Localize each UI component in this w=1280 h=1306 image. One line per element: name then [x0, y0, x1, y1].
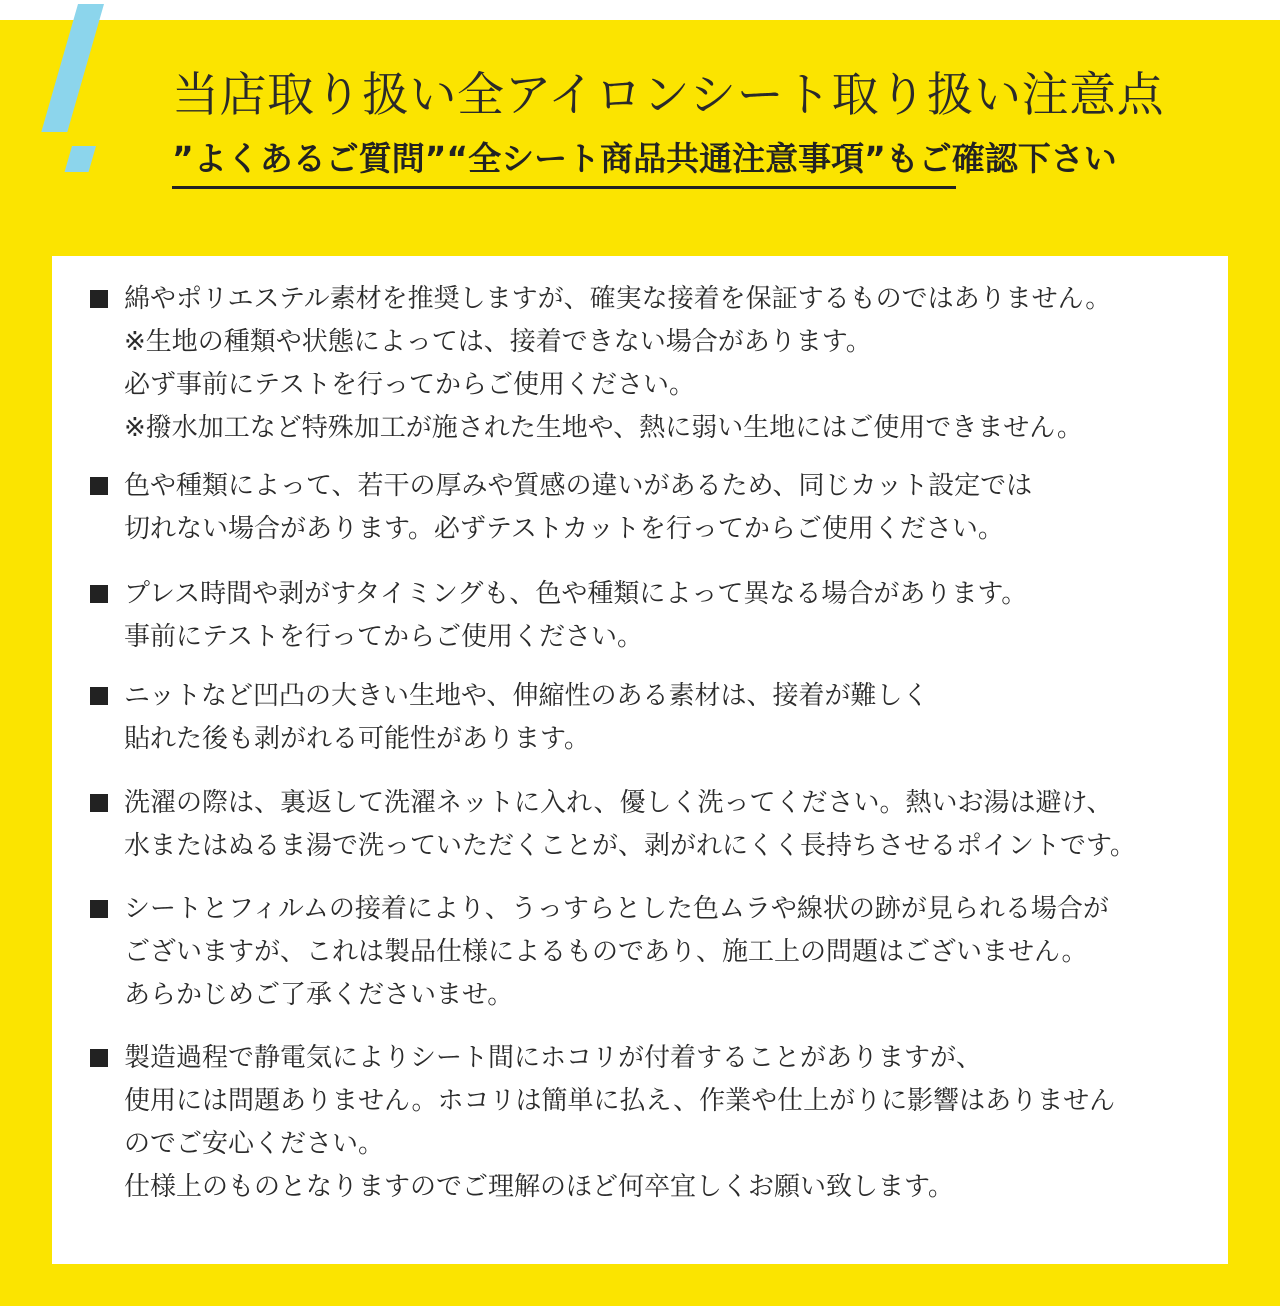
notice-text — [124, 573, 1224, 659]
notice-line: 使用には問題ありません。ホコリは簡単に払え、作業や仕上がりに影響はありません — [124, 1086, 1116, 1116]
notice-text — [124, 675, 1224, 761]
square-bullet-icon — [90, 687, 108, 705]
notice-line: 貼れた後も剥がれる可能性があります。 — [124, 724, 590, 754]
notice-text — [124, 1037, 1224, 1209]
notice-line: ※撥水加工など特殊加工が施された生地や、熱に弱い生地にはご使用できません。 — [124, 413, 1083, 443]
notice-text — [124, 465, 1224, 551]
notice-line: 事前にテストを行ってからご使用ください。 — [124, 622, 643, 652]
square-bullet-icon — [90, 290, 108, 308]
notice-line: 必ず事前にテストを行ってからご使用ください。 — [124, 370, 695, 400]
notice-line: 洗濯の際は、裏返して洗濯ネットに入れ、優しく洗ってください。熱いお湯は避け、 — [124, 788, 1113, 818]
notice-text — [124, 782, 1224, 868]
notice-line: ※生地の種類や状態によっては、接着できない場合があります。 — [124, 327, 872, 357]
notice-line: 綿やポリエステル素材を推奨しますが、確実な接着を保証するものではありません。 — [124, 284, 1112, 314]
notice-line: ニットなど凹凸の大きい生地や、伸縮性のある素材は、接着が難しく — [124, 681, 929, 711]
notice-line: 仕様上のものとなりますのでご理解のほど何卒宜しくお願い致します。 — [124, 1172, 954, 1202]
page-title: 当店取り扱い全アイロンシート取り扱い注意点 — [172, 68, 1165, 123]
notice-line: シートとフィルムの接着により、うっすらとした色ムラや線状の跡が見られる場合が — [124, 894, 1109, 924]
notice-line: ございますが、これは製品仕様によるものであり、施工上の問題はございません。 — [124, 937, 1088, 967]
square-bullet-icon — [90, 794, 108, 812]
square-bullet-icon — [90, 477, 108, 495]
notice-line: 切れない場合があります。必ずテストカットを行ってからご使用ください。 — [124, 514, 1004, 544]
notice-text — [124, 278, 1224, 450]
notice-line: 色や種類によって、若干の厚みや質感の違いがあるため、同じカット設定では — [124, 471, 1033, 501]
subtitle-underline — [172, 186, 956, 189]
notice-line: 水またはぬるま湯で洗っていただくことが、剥がれにくく長持ちさせるポイントです。 — [124, 831, 1136, 861]
notice-line: プレス時間や剥がすタイミングも、色や種類によって異なる場合があります。 — [124, 579, 1028, 609]
square-bullet-icon — [90, 1049, 108, 1067]
notice-line: 製造過程で静電気によりシート間にホコリが付着することがありますが、 — [124, 1043, 983, 1073]
notice-content-box — [52, 256, 1228, 1264]
notice-line: あらかじめご了承くださいませ。 — [124, 980, 514, 1010]
notice-text — [124, 888, 1224, 1017]
page-subtitle: ”よくあるご質問”“全シート商品共通注意事項”もご確認下さい — [172, 139, 1117, 178]
square-bullet-icon — [90, 900, 108, 918]
square-bullet-icon — [90, 585, 108, 603]
notice-line: のでご安心ください。 — [124, 1129, 385, 1159]
